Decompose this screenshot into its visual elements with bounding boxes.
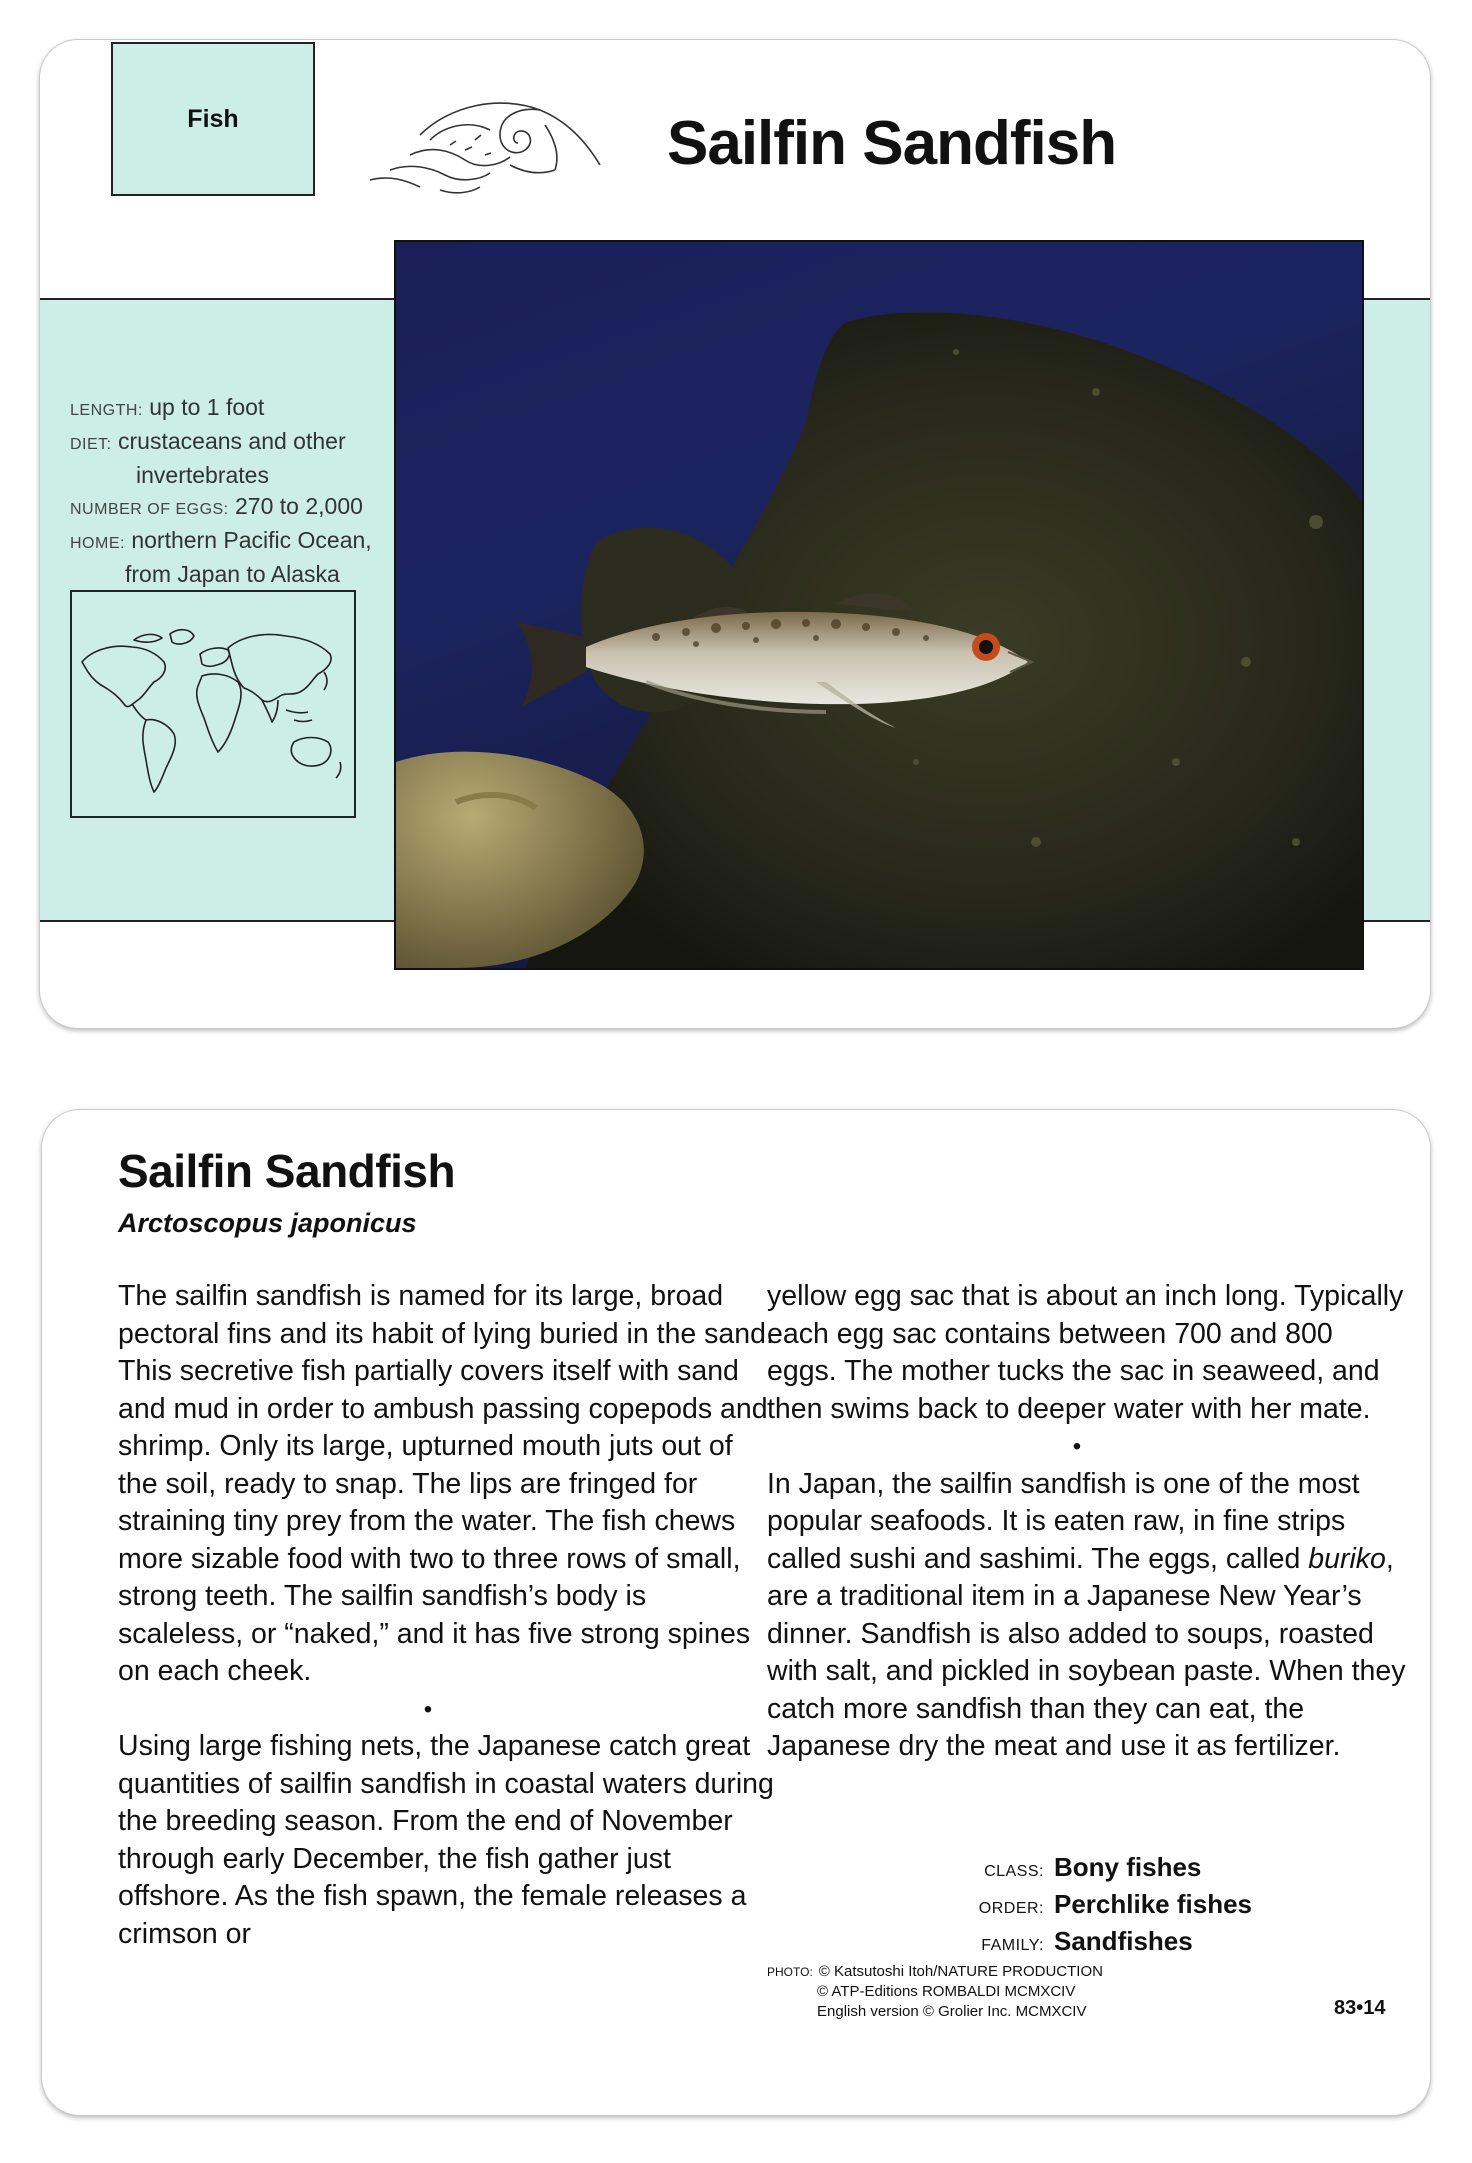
taxonomy-value: Perchlike fishes [1054,1889,1252,1919]
separator-bullet: • [423,1695,433,1723]
text-column-right [767,1278,1407,1766]
fact-diet [70,426,410,491]
fact-continuation: invertebrates [136,462,269,488]
facts-list [70,392,410,590]
fact-value: crustaceans and other [118,428,346,454]
paragraph: The sailfin sandfish is named for its large, broad pectoral fins and its habit of lying buried in the sand. This secretive fish partially covers itself with sand and mud in order to ambush passing copepods and shrimp. Only its large, upturned mouth juts out of the soil, ready to snap. The lips are fringed for straining tiny prey from the water. The fish chews more sizable food with two to three rows of small, strong teeth. The sailfin sandfish’s body is scaleless, or “naked,” and it has five strong spines on each cheek. [118,1280,774,1687]
front-title: Sailfin Sandfish [667,109,1117,178]
fact-value: up to 1 foot [149,394,265,420]
card-gap [0,1044,1472,1096]
paragraph-text: In Japan, the sailfin sandfish is one of the most popular seafoods. It is eaten raw, in fine strips called sushi and sashimi. The eggs, called [767,1467,1360,1575]
taxonomy-label: CLASS: [984,1863,1044,1880]
fact-eggs [70,491,410,525]
category-label: Fish [187,104,239,133]
taxonomy-value: Bony fishes [1054,1852,1202,1882]
taxonomy-family [972,1925,1252,1962]
taxonomy-label: FAMILY: [981,1937,1044,1954]
fact-label: HOME: [70,535,125,552]
paragraph: Using large fishing nets, the Japanese catch great quantities of sailfin sandfish in coastal waters during the breeding season. From the end of November through early December, the fish gather just offshore. As the fish spawn, the female releases a crimson or [118,1730,774,1950]
credit-line: English version © Grolier Inc. MCMXCIV [817,2003,1087,2020]
photo-credits [767,1962,1103,2022]
fact-length [70,392,410,426]
credit-line: © ATP-Editions ROMBALDI MCMXCIV [817,1983,1076,2000]
taxonomy-order [972,1888,1252,1925]
paragraph [767,1466,1407,1766]
fact-label: NUMBER OF EGGS: [70,501,229,518]
separator-bullet: • [1072,1433,1082,1460]
fact-continuation: from Japan to Alaska [125,561,340,587]
card-number: 83•14 [1334,1997,1386,2019]
world-map-icon [72,592,354,816]
fact-value: northern Pacific Ocean, [131,527,372,553]
credit-text: © Katsutoshi Itoh/NATURE PRODUCTION [818,1963,1103,1980]
card-front [40,40,1430,1028]
fact-value: 270 to 2,000 [235,493,363,519]
fish-photo-illustration [396,242,1362,968]
fact-label: DIET: [70,436,112,453]
scientific-name: Arctoscopus japonicus [118,1208,417,1238]
text-column-left [118,1278,778,1953]
card-back [42,1110,1430,2115]
taxonomy [972,1851,1252,1962]
credit-line [767,1962,1103,1982]
range-map [70,590,356,818]
paragraph-text: , are a traditional item in a Japanese New Year’s dinner. Sandfish is also added to soups, roasted with salt, and pickled in soybean paste. When they catch more sandfish than they can eat, the Japanese dry the meat and use it as fertilizer. [767,1542,1406,1762]
credit-label: PHOTO: [767,1965,813,1979]
wave-icon [350,95,660,215]
fish-photo [394,240,1364,970]
fact-label: LENGTH: [70,402,143,419]
category-box [111,42,315,196]
back-title: Sailfin Sandfish [118,1145,456,1197]
taxonomy-value: Sandfishes [1054,1926,1193,1956]
fact-home [70,525,410,590]
taxonomy-class [972,1851,1252,1888]
paragraph: yellow egg sac that is about an inch long. Typically each egg sac contains between 700 and 800 eggs. The mother tucks the sac in seaweed, and then swims back to deeper water with her mate. [767,1280,1404,1425]
taxonomy-label: ORDER: [978,1900,1044,1917]
emphasized-term: buriko [1308,1542,1386,1575]
